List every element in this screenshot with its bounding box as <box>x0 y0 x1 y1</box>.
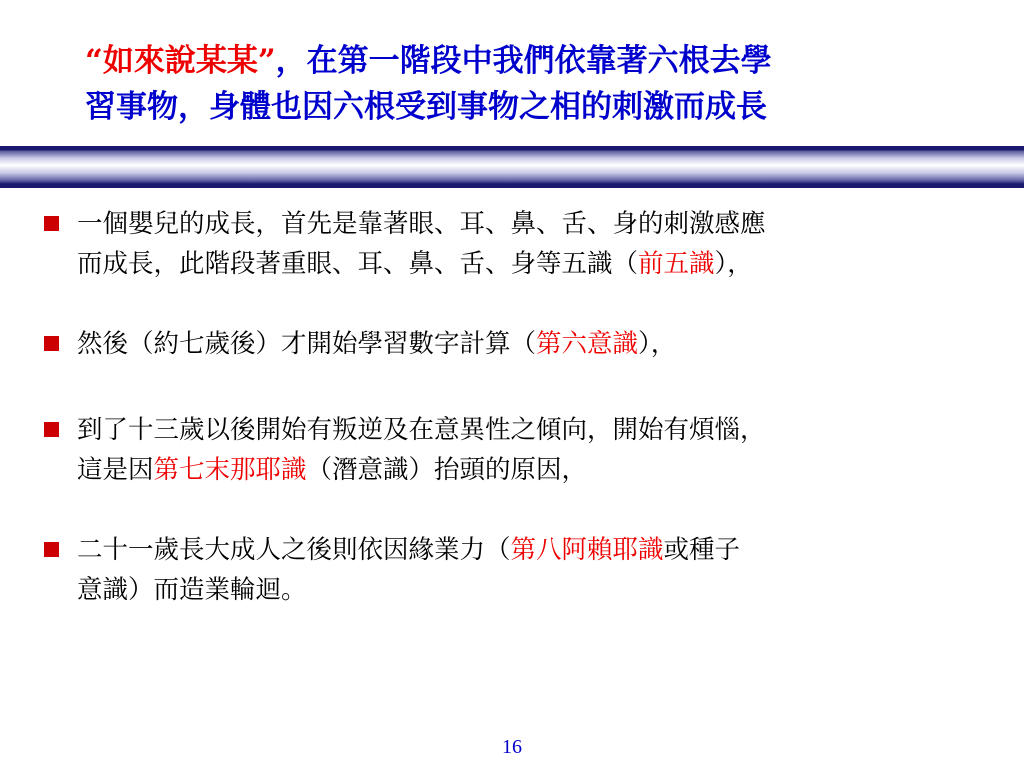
square-bullet-icon <box>44 542 59 557</box>
bullet-1-line-1: 一個嬰兒的成長，首先是靠著眼、耳、鼻、舌、身的刺激感應 <box>77 209 766 239</box>
bullet-text <box>77 530 1002 610</box>
bullet-4-highlight: 第八阿賴耶識 <box>510 535 664 565</box>
title-quote: “如來說某某” <box>85 43 276 79</box>
bullet-text <box>77 410 1002 490</box>
bullet-text <box>77 204 1002 284</box>
bullet-1-text-b: ）， <box>714 249 753 279</box>
square-bullet-icon <box>44 216 59 231</box>
square-bullet-icon <box>44 336 59 351</box>
bullet-3-highlight: 第七末那耶識 <box>153 455 307 485</box>
bullet-1-line-2 <box>77 244 1002 284</box>
bullet-2-line-1 <box>77 324 1002 364</box>
bullet-text <box>77 324 1002 364</box>
bullet-4-line-1 <box>77 530 1002 570</box>
square-bullet-icon <box>44 422 59 437</box>
bullet-3-line-2 <box>77 450 1002 490</box>
bullet-1-highlight: 前五識 <box>638 249 715 279</box>
page-number: 16 <box>502 736 522 758</box>
bullet-4-line-2: 意識）而造業輪迴。 <box>77 575 307 605</box>
title-line-2: 習事物，身體也因六根受到事物之相的刺激而成長 <box>85 89 767 125</box>
bullet-2-text-a: 然後（約七歲後）才開始學習數字計算（ <box>77 329 537 359</box>
bullet-3-line-1: 到了十三歲以後開始有叛逆及在意異性之傾向，開始有煩惱， <box>77 415 766 445</box>
bullet-1-text-a: 而成長，此階段著重眼、耳、鼻、舌、身等五識（ <box>77 249 639 279</box>
bullet-3-text-a: 這是因 <box>77 455 154 485</box>
bullet-4-text-a: 二十一歲長大成人之後則依因緣業力（ <box>77 535 511 565</box>
bullet-2-highlight: 第六意識 <box>536 329 639 359</box>
bullet-4-text-b: 或種子 <box>663 535 741 565</box>
bullet-2-text-b: ）， <box>638 329 677 359</box>
bullet-3-text-b: （潛意識）抬頭的原因， <box>306 455 588 485</box>
title-line-1-text: ，在第一階段中我們依靠著六根去學 <box>275 43 772 79</box>
